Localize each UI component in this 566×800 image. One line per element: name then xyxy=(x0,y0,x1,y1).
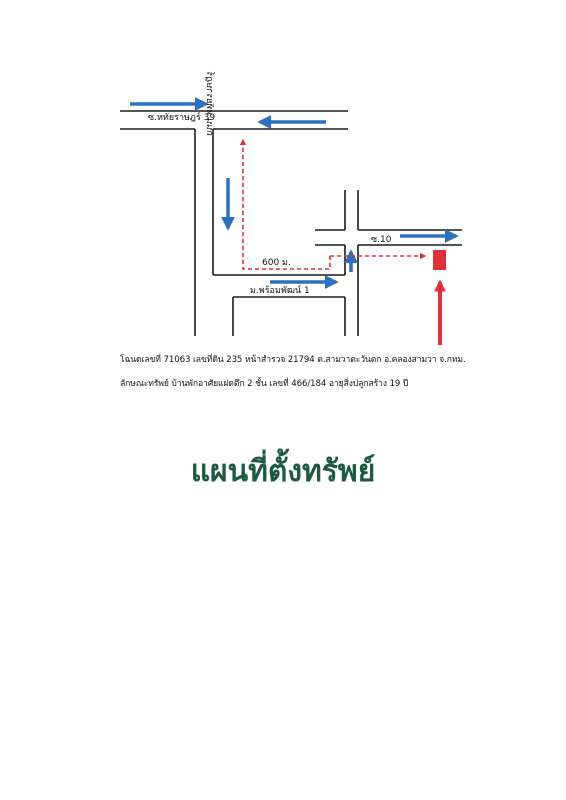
top-road-label: ซ.หทัยราษฎร์ 39 xyxy=(148,113,216,123)
distance-label: 600 ม. xyxy=(262,258,291,268)
page-title: แผนที่ตั้งทรัพย์ xyxy=(190,454,376,489)
property-marker xyxy=(433,250,446,270)
route-path xyxy=(243,140,425,269)
bottom-road-label: ม.พร้อมพัฒน์ 1 xyxy=(250,286,310,296)
property-description: ลักษณะทรัพย์ บ้านพักอาศัยแฝดตึก 2 ชั้น เลขที่ 466/184 อายุสิ่งปลูกสร้าง 19 ปี xyxy=(120,379,409,389)
road-network xyxy=(120,111,462,336)
route-to-top-road xyxy=(243,140,330,269)
title-deed-info: โฉนดเลขที่ 71063 เลขที่ดิน 235 หน้าสำรวจ 21794 ต.สามวาตะวันตก อ.คลองสามวา จ.กทม. xyxy=(120,355,466,365)
soi-10-label: ซ.10 xyxy=(371,235,392,245)
vertical-road-label: ถนน หทัยราษฎร์ xyxy=(204,71,214,136)
